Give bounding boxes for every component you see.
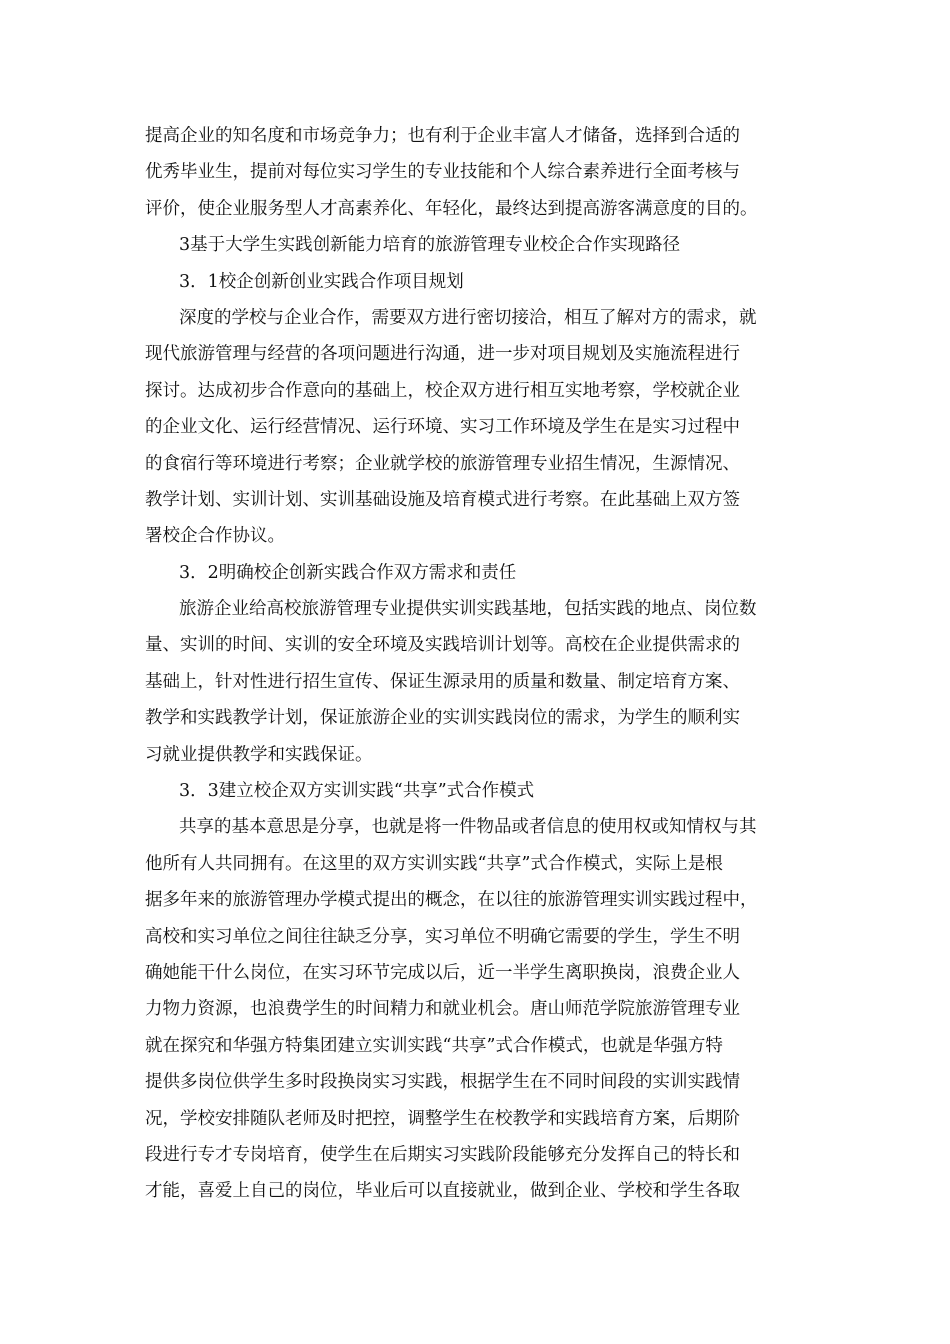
text-line: 高校和实习单位之间往往缺乏分享，实习单位不明确它需要的学生，学生不明 [145, 926, 740, 947]
text-line: 确她能干什么岗位，在实习环节完成以后，近一半学生离职换岗，浪费企业人 [145, 962, 740, 983]
text-line: 的食宿行等环境进行考察；企业就学校的旅游管理专业招生情况，生源情况、 [145, 453, 740, 474]
text-line: 习就业提供教学和实践保证。 [145, 744, 373, 765]
text-line: 教学和实践教学计划，保证旅游企业的实训实践岗位的需求，为学生的顺利实 [145, 708, 740, 729]
text-line: 署校企合作协议。 [145, 526, 285, 547]
text-line: 的企业文化、运行经营情况、运行环境、实习工作环境及学生在是实习过程中 [145, 417, 740, 438]
text-line: 才能，喜爱上自己的岗位，毕业后可以直接就业，做到企业、学校和学生各取 [145, 1181, 740, 1202]
subsection-heading: 3．3建立校企双方实训实践“共享”式合作模式 [179, 781, 535, 802]
text-line: 他所有人共同拥有。在这里的双方实训实践“共享”式合作模式，实际上是根 [145, 853, 723, 874]
text-line: 优秀毕业生，提前对每位实习学生的专业技能和个人综合素养进行全面考核与 [145, 162, 740, 183]
section-heading: 3基于大学生实践创新能力培育的旅游管理专业校企合作实现路径 [179, 235, 681, 256]
paragraph-first-line: 深度的学校与企业合作，需要双方进行密切接洽，相互了解对方的需求，就 [179, 307, 757, 328]
text-line: 况，学校安排随队老师及时把控，调整学生在校教学和实践培育方案，后期阶 [145, 1108, 740, 1129]
text-line: 就在探究和华强方特集团建立实训实践“共享”式合作模式，也就是华强方特 [145, 1035, 723, 1056]
text-line: 探讨。达成初步合作意向的基础上，校企双方进行相互实地考察，学校就企业 [145, 380, 740, 401]
subsection-heading: 3．2明确校企创新实践合作双方需求和责任 [179, 562, 517, 583]
text-line: 段进行专才专岗培育，使学生在后期实习实践阶段能够充分发挥自己的特长和 [145, 1144, 740, 1165]
text-line: 提高企业的知名度和市场竞争力；也有利于企业丰富人才储备，选择到合适的 [145, 126, 740, 146]
subsection-heading: 3．1校企创新创业实践合作项目规划 [179, 271, 464, 292]
text-line: 评价，使企业服务型人才高素养化、年轻化，最终达到提高游客满意度的目的。 [145, 198, 758, 219]
text-line: 教学计划、实训计划、实训基础设施及培育模式进行考察。在此基础上双方签 [145, 489, 740, 510]
text-line: 现代旅游管理与经营的各项问题进行沟通，进一步对项目规划及实施流程进行 [145, 344, 740, 365]
text-line: 量、实训的时间、实训的安全环境及实践培训计划等。高校在企业提供需求的 [145, 635, 740, 656]
paragraph-first-line: 共享的基本意思是分享，也就是将一件物品或者信息的使用权或知情权与其 [179, 817, 757, 838]
text-line: 力物力资源，也浪费学生的时间精力和就业机会。唐山师范学院旅游管理专业 [145, 999, 740, 1020]
document-body [145, 118, 810, 1210]
text-line: 提供多岗位供学生多时段换岗实习实践，根据学生在不同时间段的实训实践情 [145, 1072, 740, 1093]
text-line: 基础上，针对性进行招生宣传、保证生源录用的质量和数量、制定培育方案、 [145, 671, 740, 692]
text-line: 据多年来的旅游管理办学模式提出的概念，在以往的旅游管理实训实践过程中， [145, 890, 758, 911]
paragraph-first-line: 旅游企业给高校旅游管理专业提供实训实践基地，包括实践的地点、岗位数 [179, 599, 757, 620]
